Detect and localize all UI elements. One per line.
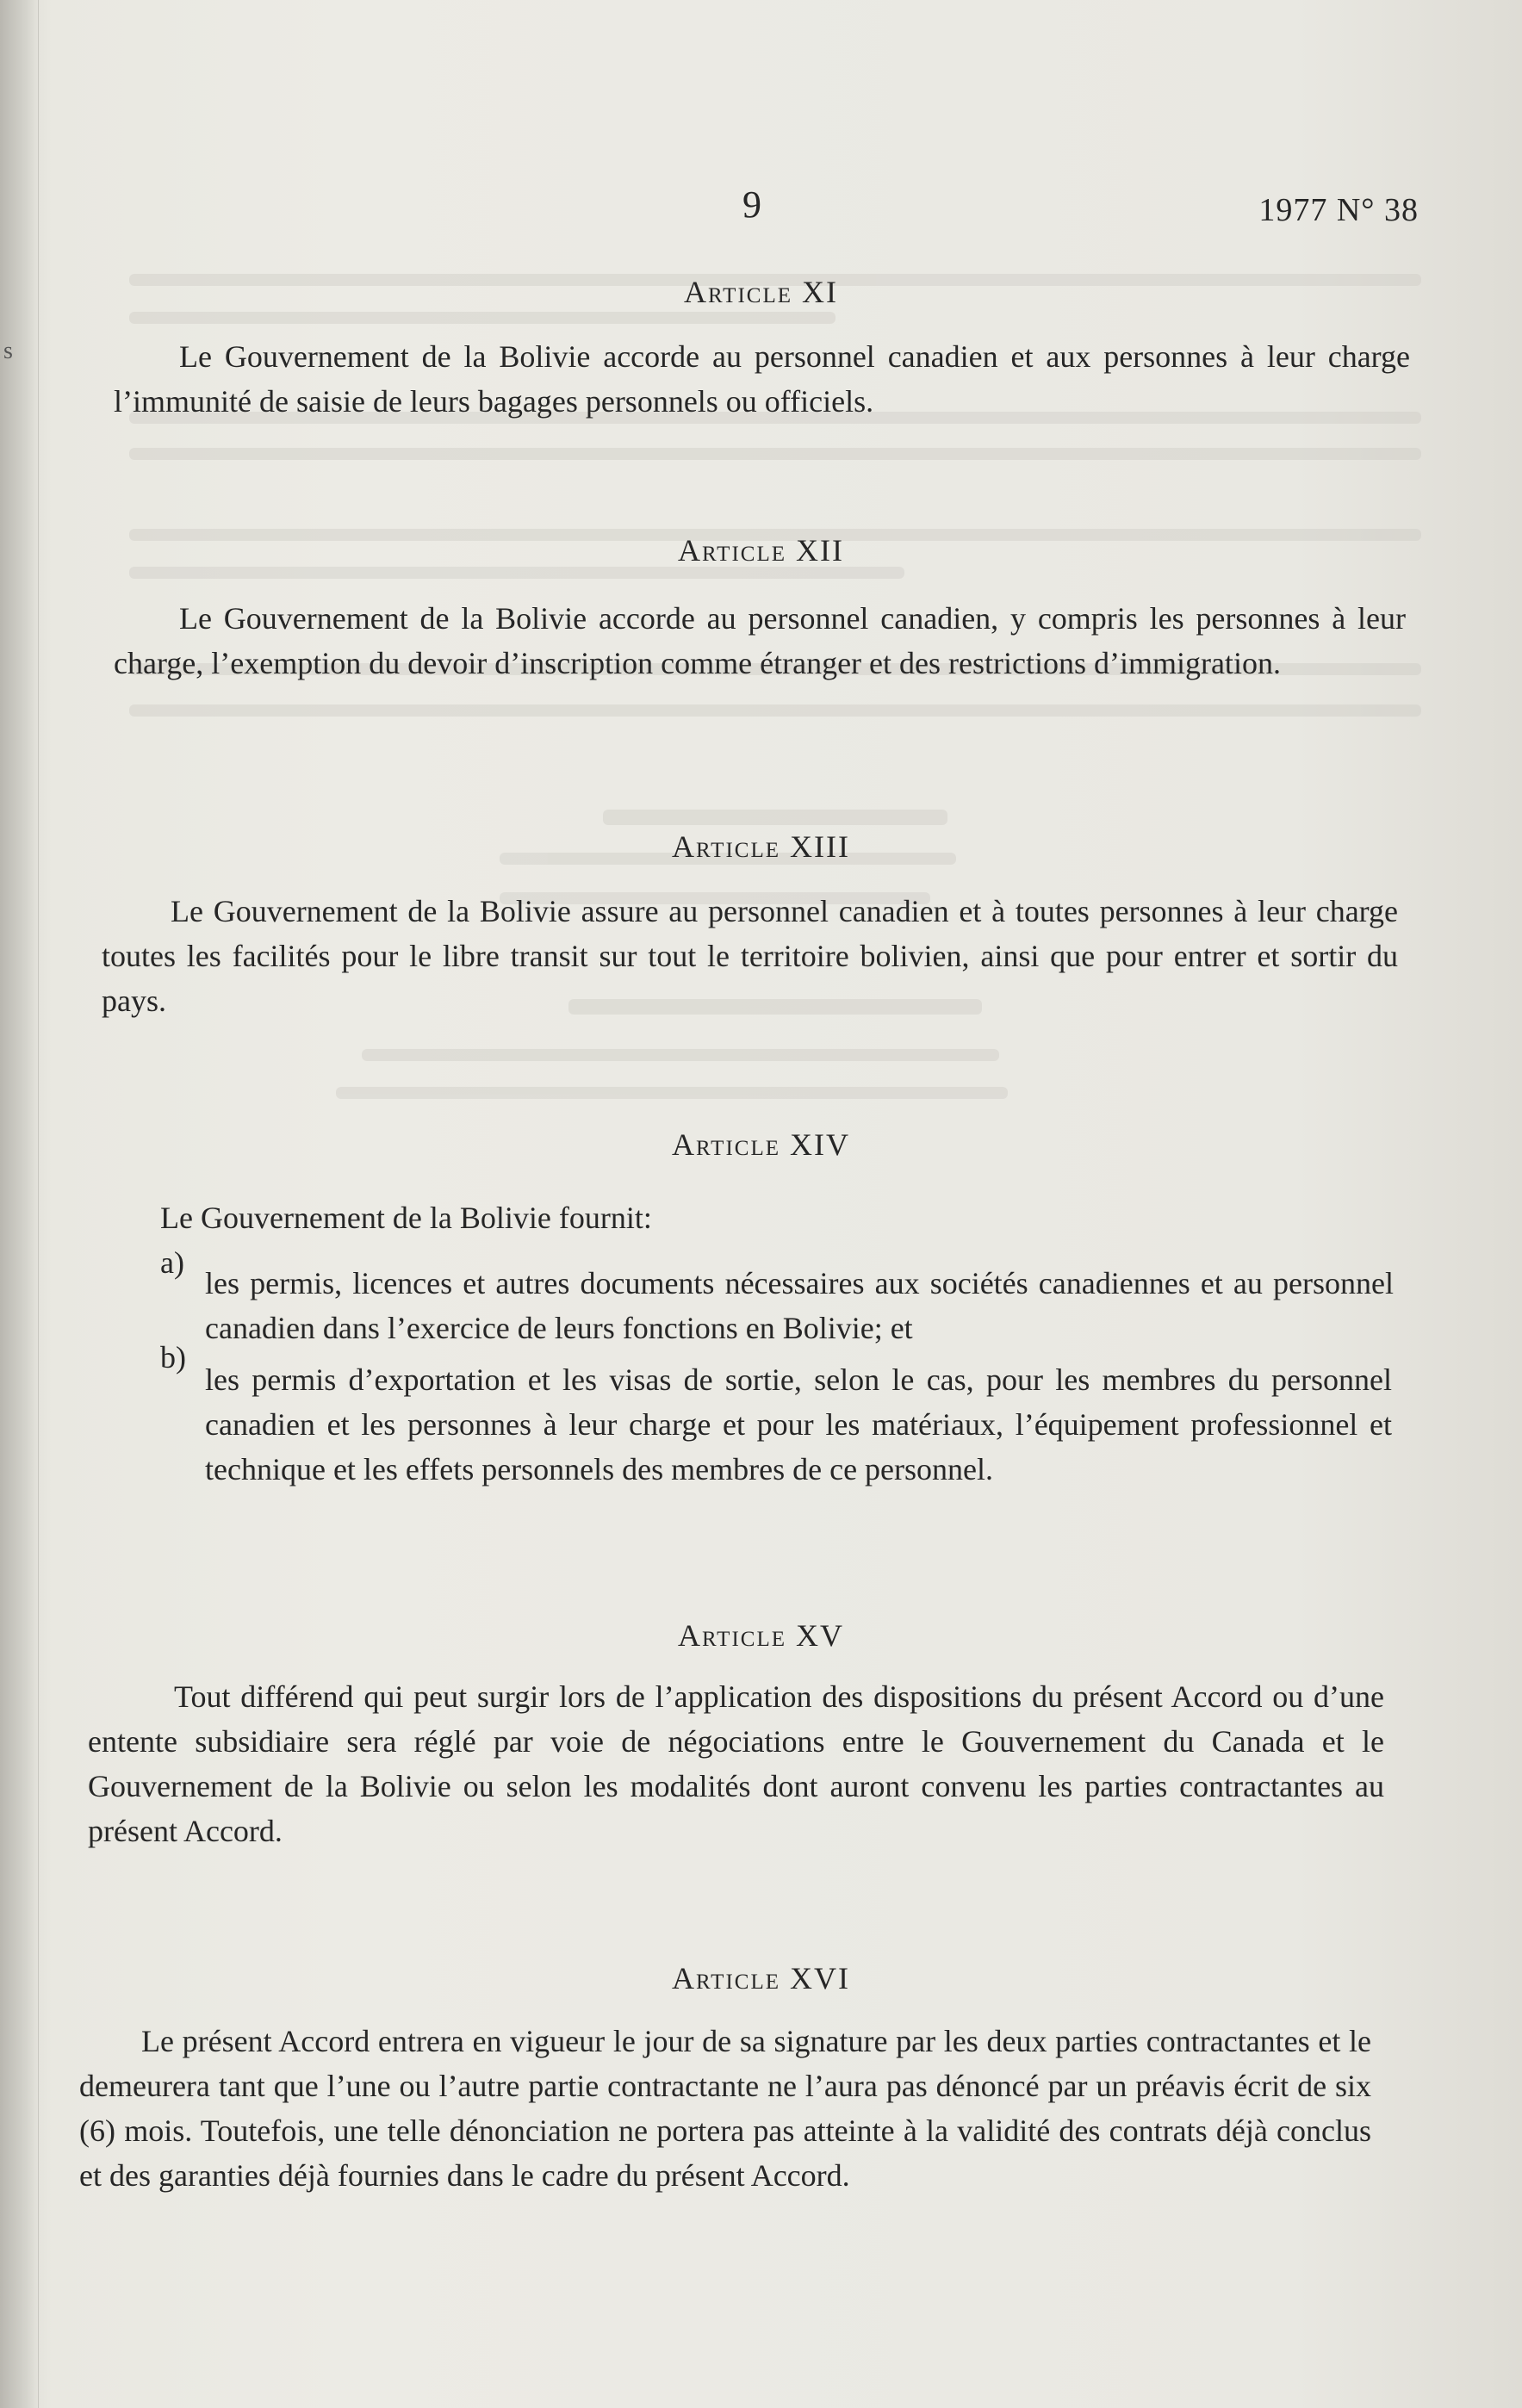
article-xvi-title: Article XVI [672,1961,850,1995]
gutter-mark: s [3,338,13,364]
item-b-marker: b) [160,1340,186,1375]
article-xv-text: Tout différend qui peut surgir lors de l’application des dispositions du présent Accord ou d’une entente subsidiaire sera réglé par voie de négociations entre le Gouvernement du Canada et le Gouvernement de la Bolivie ou selon les modalités dont auront convenu les parties contractantes au présent Accord. [88,1679,1384,1848]
article-xiii-text: Le Gouvernement de la Bolivie assure au personnel canadien et à toutes personnes à leur charge toutes les facilités pour le libre transit sur tout le territoire bolivien, ainsi que pour entrer et sortir du pays. [102,894,1398,1018]
binding-gutter [0,0,39,2408]
item-b-text: les permis d’exportation et les visas de sortie, selon le cas, pour les membres du personnel canadien et les personnes à leur charge et pour les matériaux, l’équipement professionnel et technique et les effets personnels des membres de ce personnel. [205,1362,1392,1486]
page-number: 9 [742,183,761,226]
article-xi-text: Le Gouvernement de la Bolivie accorde au personnel canadien et aux personnes à leur charge l’immunité de saisie de leurs bagages personnels ou officiels. [114,339,1410,419]
article-xv-title: Article XV [678,1618,844,1653]
article-xiv-title: Article XIV [672,1127,850,1162]
article-xii-title: Article XII [678,533,844,568]
article-xii-text: Le Gouvernement de la Bolivie accorde au personnel canadien, y compris les personnes à leur charge, l’exemption du devoir d’inscription comme étranger et des restrictions d’immigration. [114,601,1406,680]
treaty-identifier: 1977 N° 38 [1258,192,1419,228]
item-a-text: les permis, licences et autres documents nécessaires aux sociétés canadiennes et au personnel canadien dans l’exercice de leurs fonctions en Bolivie; et [205,1266,1394,1345]
article-xvi-text: Le présent Accord entrera en vigueur le jour de sa signature par les deux parties contractantes et le demeurera tant que l’une ou l’autre partie contractante ne l’aura pas dénoncé par un préavis écrit de six (6) mois. Toutefois, une telle dénonciation ne portera pas atteinte à la validité des contrats déjà conclus et des garanties déjà fournies dans le cadre du présent Accord. [79,2024,1371,2193]
item-a-marker: a) [160,1245,184,1280]
article-xi-title: Article XI [684,275,838,309]
article-xiii-title: Article XIII [672,829,850,864]
article-xiv-text: Le Gouvernement de la Bolivie fournit: [160,1201,652,1235]
